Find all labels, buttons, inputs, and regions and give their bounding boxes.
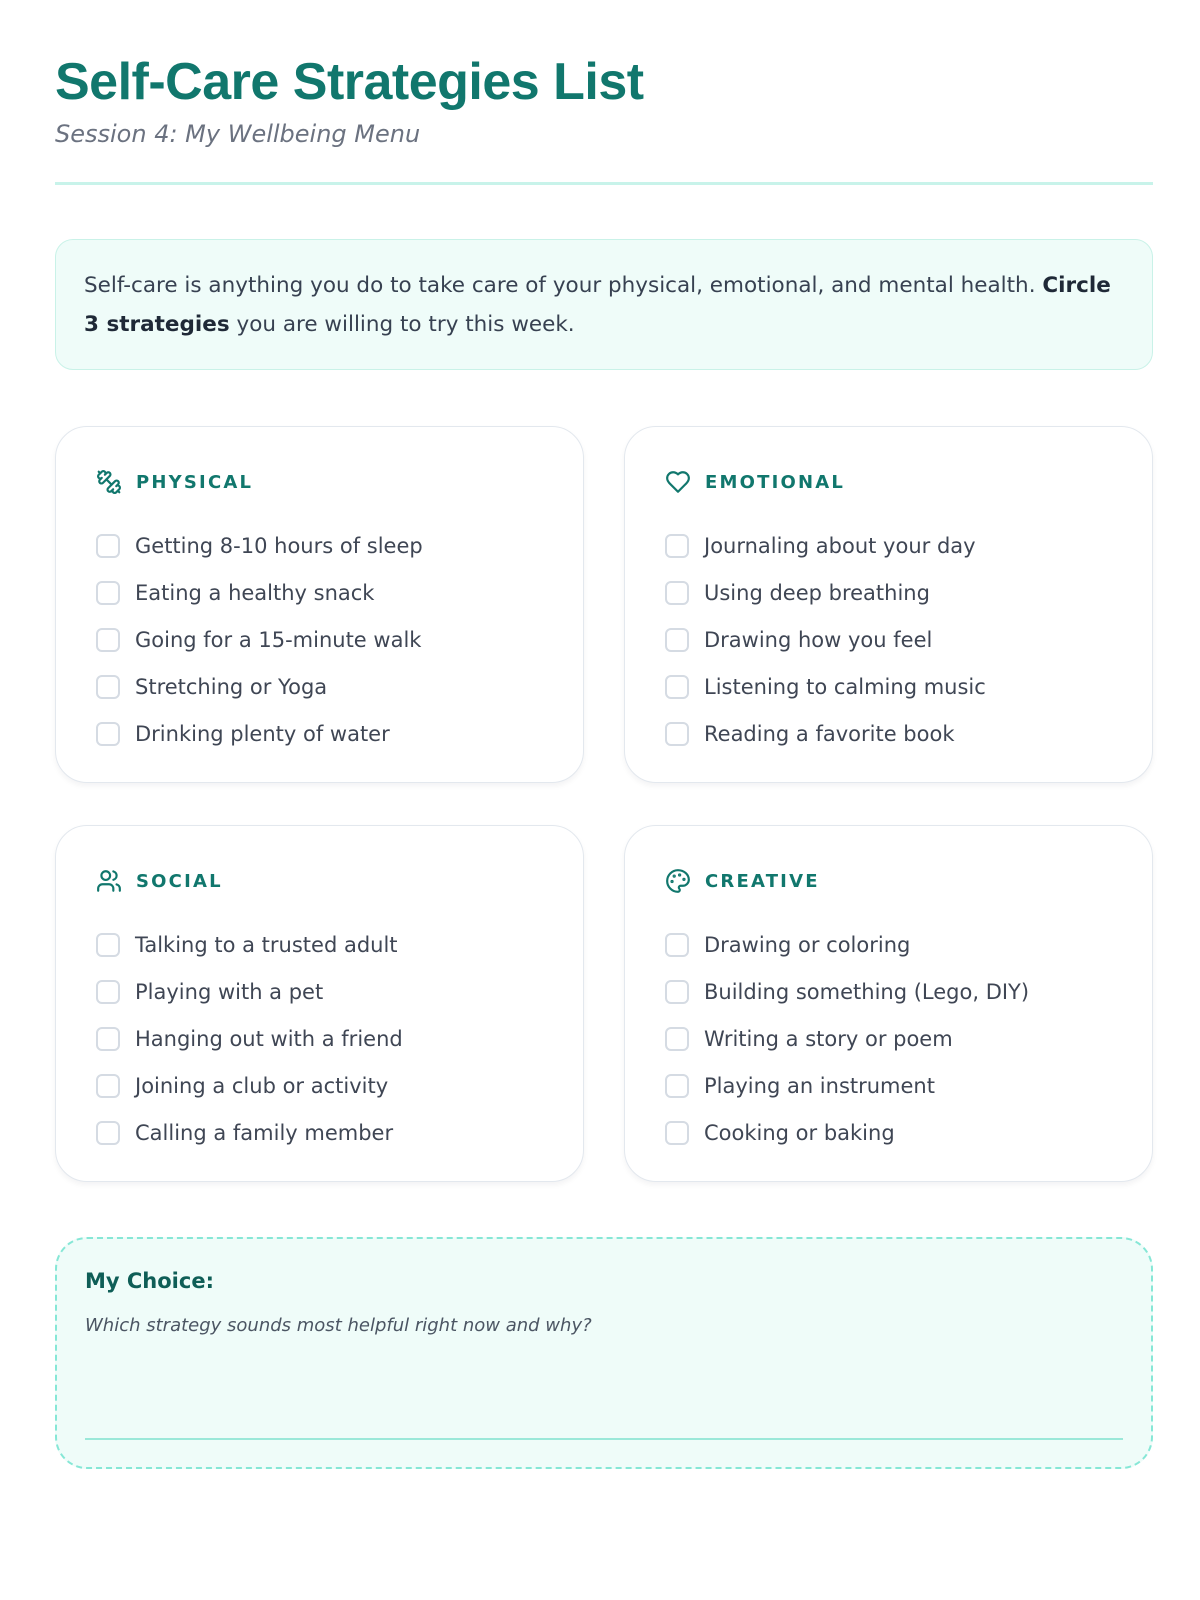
checkbox[interactable] [96, 581, 120, 605]
category-header [665, 866, 820, 896]
list-item[interactable] [96, 1109, 403, 1156]
strategy-label: Journaling about your day [704, 533, 976, 558]
list-item[interactable] [665, 522, 986, 569]
checkbox[interactable] [96, 1121, 120, 1145]
checkbox[interactable] [665, 722, 689, 746]
checkbox[interactable] [665, 980, 689, 1004]
strategy-label: Hanging out with a friend [135, 1026, 403, 1051]
category-title: SOCIAL [136, 870, 223, 892]
list-item[interactable] [665, 921, 1029, 968]
strategy-label: Stretching or Yoga [135, 674, 328, 699]
strategy-label: Eating a healthy snack [135, 580, 375, 605]
category-title: CREATIVE [705, 870, 820, 892]
checkbox[interactable] [665, 1027, 689, 1051]
list-item[interactable] [96, 569, 423, 616]
header-divider [55, 182, 1153, 185]
strategy-label: Building something (Lego, DIY) [704, 979, 1030, 1004]
strategy-label: Reading a favorite book [704, 721, 955, 746]
list-item[interactable] [96, 921, 403, 968]
list-item[interactable] [665, 1062, 1029, 1109]
list-item[interactable] [96, 1062, 403, 1109]
list-item[interactable] [665, 710, 986, 757]
category-card-social [55, 825, 584, 1182]
strategy-label: Calling a family member [135, 1120, 394, 1145]
intro-emphasis: Circle 3 strategies [84, 273, 1111, 337]
checkbox[interactable] [96, 1074, 120, 1098]
list-item[interactable] [665, 663, 986, 710]
checkbox[interactable] [665, 628, 689, 652]
strategy-label: Listening to calming music [704, 674, 986, 699]
page-subtitle: Session 4: My Wellbeing Menu [55, 120, 421, 148]
checkbox[interactable] [665, 1121, 689, 1145]
list-item[interactable] [96, 1015, 403, 1062]
list-item[interactable] [665, 1015, 1029, 1062]
category-card-physical [55, 426, 584, 783]
heart-icon [665, 469, 691, 495]
palette-icon [665, 868, 691, 894]
strategy-label: Drawing or coloring [704, 932, 911, 957]
category-card-emotional [624, 426, 1153, 783]
checkbox[interactable] [96, 628, 120, 652]
strategy-label: Cooking or baking [704, 1120, 895, 1145]
category-title: PHYSICAL [136, 471, 254, 493]
list-item[interactable] [96, 710, 423, 757]
strategy-label: Getting 8-10 hours of sleep [135, 533, 423, 558]
my-choice-title: My Choice: [85, 1269, 214, 1293]
checkbox[interactable] [665, 933, 689, 957]
my-choice-prompt: Which strategy sounds most helpful right now and why? [85, 1315, 592, 1336]
strategy-label: Drawing how you feel [704, 627, 933, 652]
strategy-list [96, 921, 403, 1156]
checkbox[interactable] [665, 581, 689, 605]
checkbox[interactable] [96, 722, 120, 746]
intro-text-end: you are willing to try this week. [229, 312, 575, 337]
dumbbell-icon [96, 469, 122, 495]
category-title: EMOTIONAL [705, 471, 846, 493]
strategy-label: Playing with a pet [135, 979, 324, 1004]
checkbox[interactable] [665, 675, 689, 699]
category-header [96, 467, 253, 497]
checkbox[interactable] [665, 1074, 689, 1098]
checkbox[interactable] [96, 980, 120, 1004]
strategy-label: Going for a 15-minute walk [135, 627, 422, 652]
list-item[interactable] [665, 616, 986, 663]
checkbox[interactable] [96, 675, 120, 699]
strategy-list [96, 522, 423, 757]
strategy-label: Joining a club or activity [135, 1073, 389, 1098]
checkbox[interactable] [96, 1027, 120, 1051]
strategy-list [665, 921, 1029, 1156]
category-header [96, 866, 223, 896]
strategy-label: Drinking plenty of water [135, 721, 390, 746]
strategy-label: Writing a story or poem [704, 1026, 953, 1051]
checkbox[interactable] [96, 933, 120, 957]
strategy-label: Talking to a trusted adult [135, 932, 398, 957]
strategy-label: Using deep breathing [704, 580, 930, 605]
checkbox[interactable] [665, 534, 689, 558]
strategy-list [665, 522, 986, 757]
list-item[interactable] [96, 968, 403, 1015]
users-icon [96, 868, 122, 894]
list-item[interactable] [665, 1109, 1029, 1156]
my-choice-box [55, 1237, 1153, 1469]
list-item[interactable] [96, 522, 423, 569]
checkbox[interactable] [96, 534, 120, 558]
category-card-creative [624, 825, 1153, 1182]
list-item[interactable] [665, 569, 986, 616]
intro-box [55, 239, 1153, 370]
list-item[interactable] [665, 968, 1029, 1015]
category-header [665, 467, 845, 497]
list-item[interactable] [96, 616, 423, 663]
writing-line[interactable] [85, 1438, 1123, 1440]
intro-text: Self-care is anything you do to take care of your physical, emotional, and mental health. [84, 273, 1043, 298]
strategy-label: Playing an instrument [704, 1073, 935, 1098]
page-title: Self-Care Strategies List [55, 53, 644, 111]
list-item[interactable] [96, 663, 423, 710]
